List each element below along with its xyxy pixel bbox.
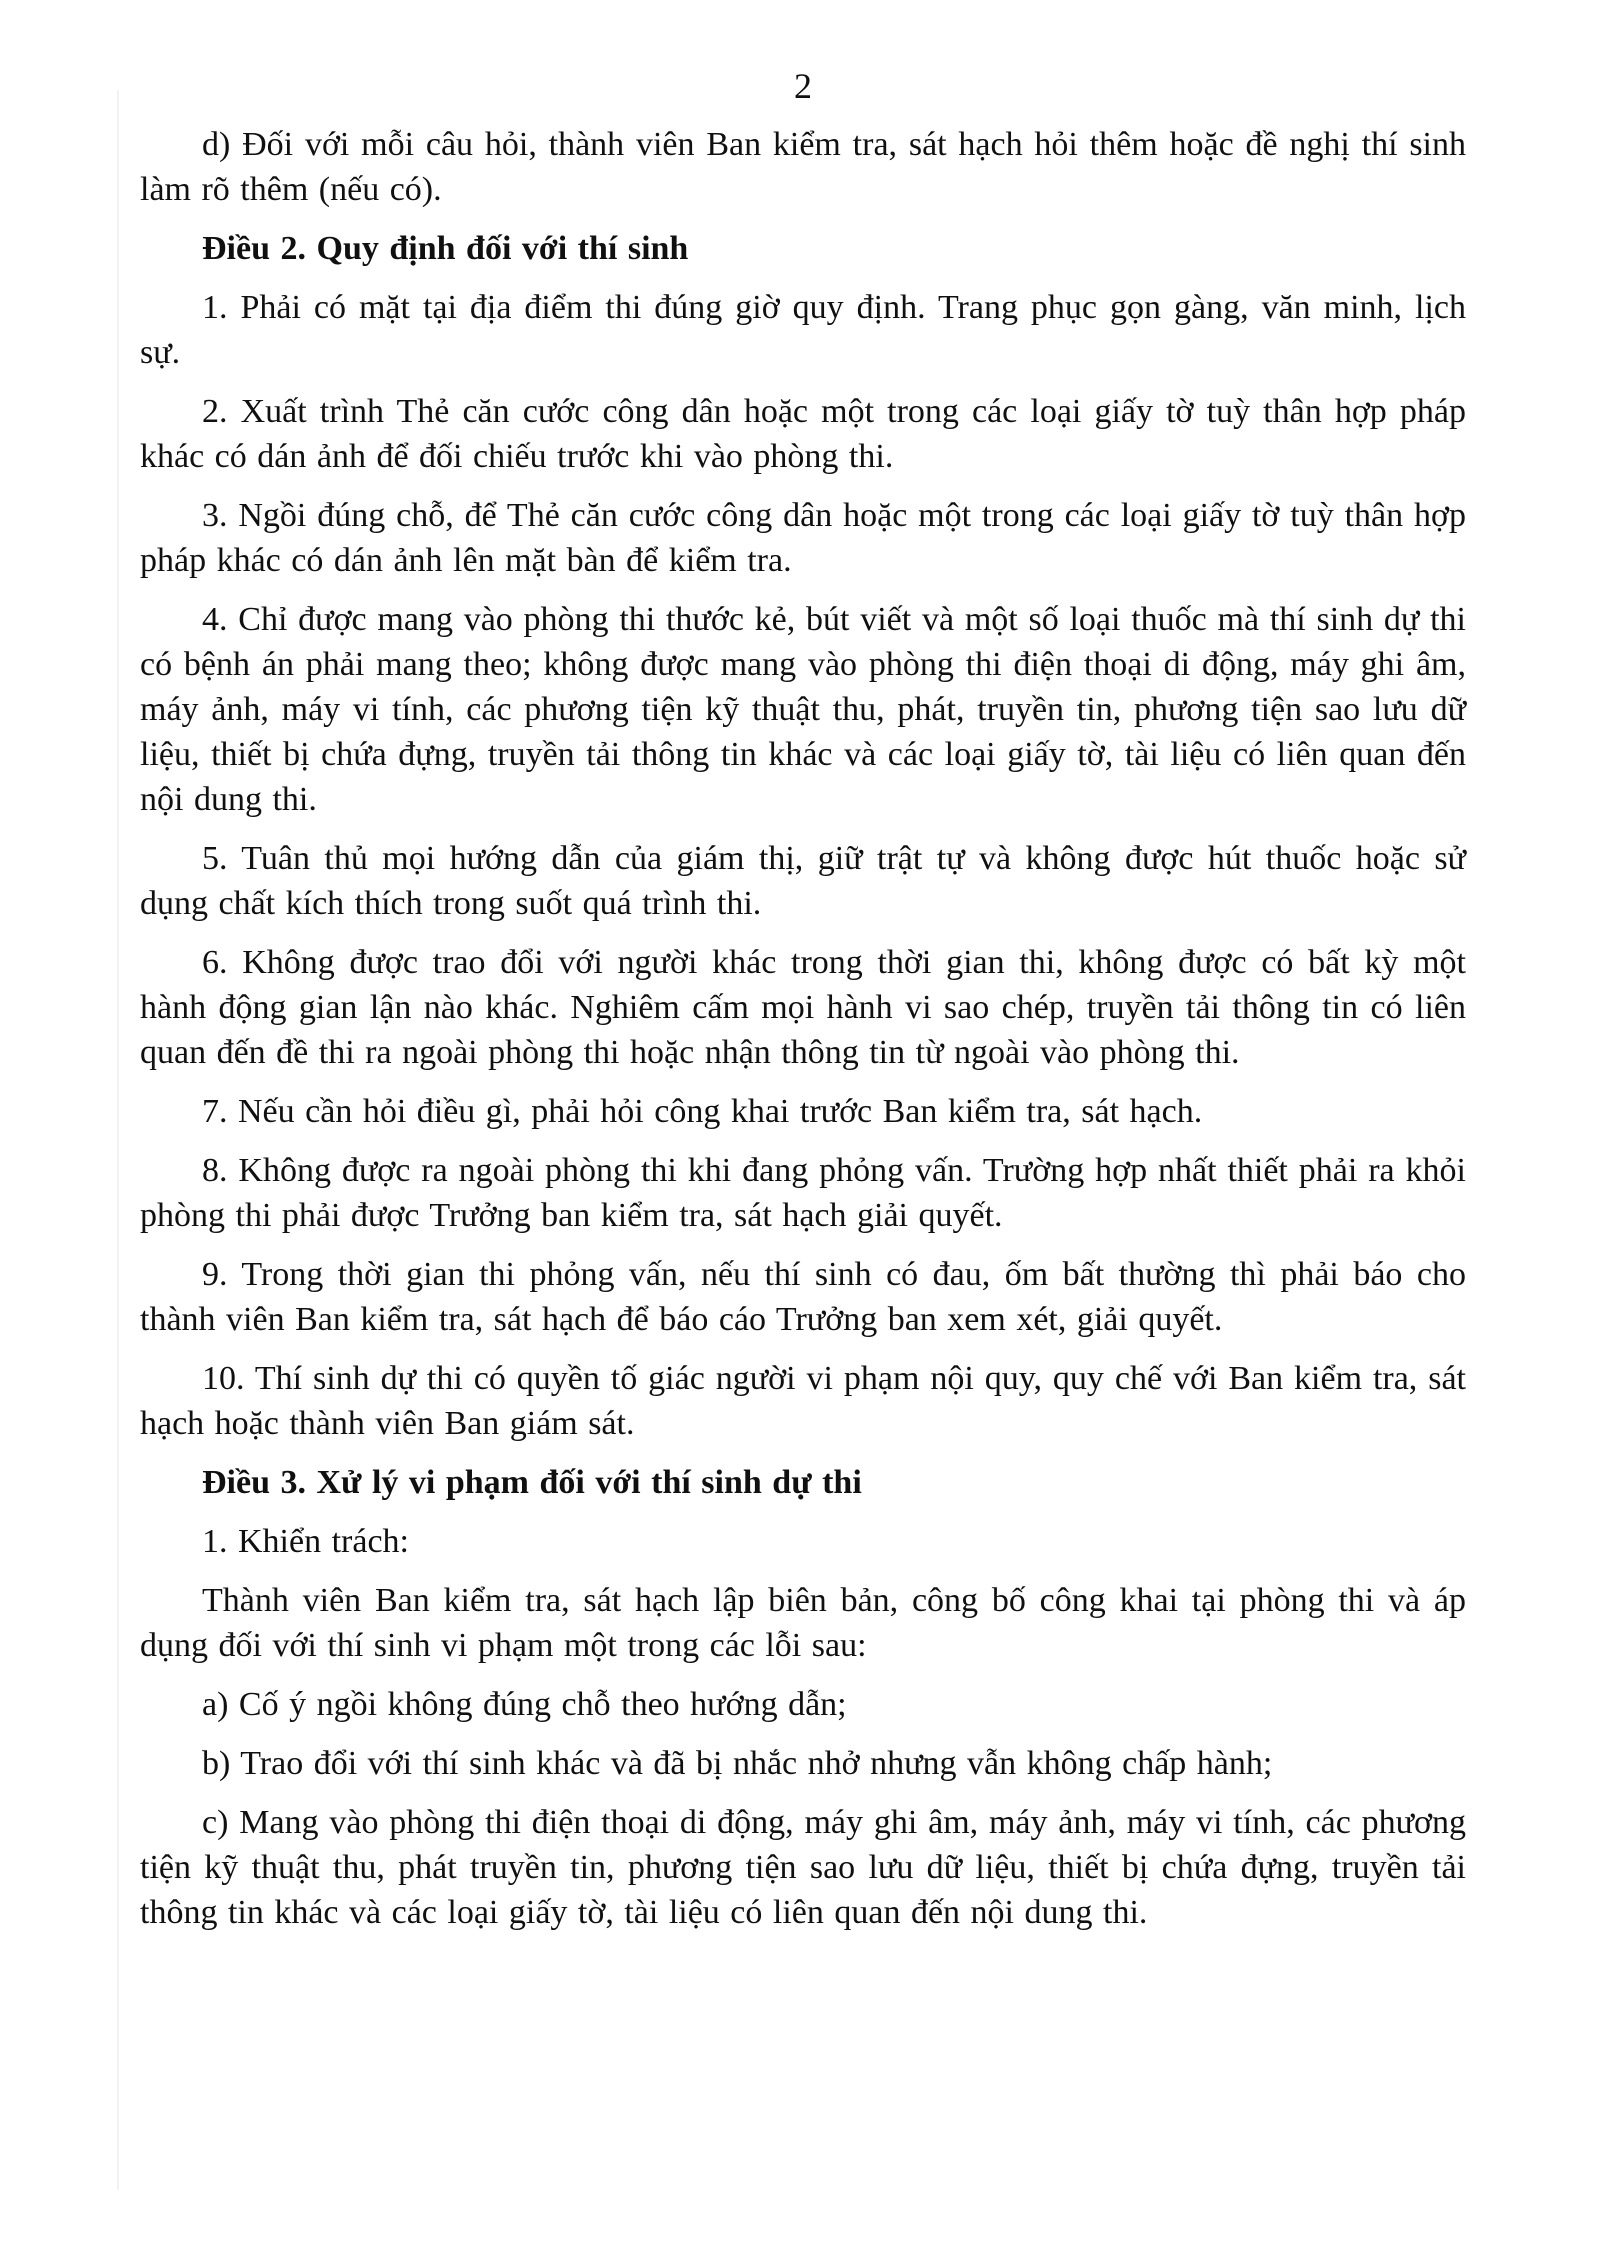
paragraph-item-10: 10. Thí sinh dự thi có quyền tố giác người vi phạm nội quy, quy chế với Ban kiểm tra, sát hạch hoặc thành viên Ban giám sát. bbox=[140, 1360, 1466, 1442]
paragraph-point-d: d) Đối với mỗi câu hỏi, thành viên Ban kiểm tra, sát hạch hỏi thêm hoặc đề nghị thí sinh làm rõ thêm (nếu có). bbox=[140, 126, 1466, 208]
paragraph-point-b: b) Trao đổi với thí sinh khác và đã bị nhắc nhở nhưng vẫn không chấp hành; bbox=[202, 1745, 1273, 1782]
paragraph-khien-trach-detail: Thành viên Ban kiểm tra, sát hạch lập biên bản, công bố công khai tại phòng thi và áp dụng đối với thí sinh vi phạm một trong các lỗi sau: bbox=[140, 1582, 1466, 1664]
paragraph-item-9: 9. Trong thời gian thi phỏng vấn, nếu thí sinh có đau, ốm bất thường thì phải báo cho thành viên Ban kiểm tra, sát hạch để báo cáo Trưởng ban xem xét, giải quyết. bbox=[140, 1256, 1466, 1338]
paragraph-item-8: 8. Không được ra ngoài phòng thi khi đang phỏng vấn. Trường hợp nhất thiết phải ra khỏi phòng thi phải được Trưởng ban kiểm tra, sát hạch giải quyết. bbox=[140, 1152, 1466, 1234]
paragraph-point-a: a) Cố ý ngồi không đúng chỗ theo hướng dẫn; bbox=[202, 1686, 847, 1723]
paragraph-item-4: 4. Chỉ được mang vào phòng thi thước kẻ, bút viết và một số loại thuốc mà thí sinh dự thi có bệnh án phải mang theo; không được mang vào phòng thi điện thoại di động, máy ghi âm, máy ảnh, máy vi tính, các phương tiện kỹ thuật thu, phát, truyền tin, phương tiện sao lưu dữ liệu, thiết bị chứa đựng, truyền tải thông tin khác và các loại giấy tờ, tài liệu có liên quan đến nội dung thi. bbox=[140, 601, 1466, 818]
paragraph-item-7: 7. Nếu cần hỏi điều gì, phải hỏi công khai trước Ban kiểm tra, sát hạch. bbox=[202, 1093, 1203, 1130]
scan-artifact-line bbox=[117, 90, 119, 2190]
paragraph-item-1: 1. Phải có mặt tại địa điểm thi đúng giờ quy định. Trang phục gọn gàng, văn minh, lịch sự. bbox=[140, 289, 1466, 371]
paragraph-item-5: 5. Tuân thủ mọi hướng dẫn của giám thị, giữ trật tự và không được hút thuốc hoặc sử dụng chất kích thích trong suốt quá trình thi. bbox=[140, 840, 1466, 922]
paragraph-item-3: 3. Ngồi đúng chỗ, để Thẻ căn cước công dân hoặc một trong các loại giấy tờ tuỳ thân hợp pháp khác có dán ảnh lên mặt bàn để kiểm tra. bbox=[140, 497, 1466, 579]
paragraph-point-c: c) Mang vào phòng thi điện thoại di động, máy ghi âm, máy ảnh, máy vi tính, các phương tiện kỹ thuật thu, phát truyền tin, phương tiện sao lưu dữ liệu, thiết bị chứa đựng, truyền tải thông tin khác và các loại giấy tờ, tài liệu có liên quan đến nội dung thi. bbox=[140, 1804, 1466, 1931]
heading-article-2: Điều 2. Quy định đối với thí sinh bbox=[202, 230, 689, 267]
heading-article-3: Điều 3. Xử lý vi phạm đối với thí sinh dự thi bbox=[202, 1464, 862, 1501]
document-body bbox=[140, 122, 1466, 1935]
paragraph-khien-trach: 1. Khiển trách: bbox=[202, 1523, 409, 1560]
paragraph-item-2: 2. Xuất trình Thẻ căn cước công dân hoặc một trong các loại giấy tờ tuỳ thân hợp pháp khác có dán ảnh để đối chiếu trước khi vào phòng thi. bbox=[140, 393, 1466, 475]
page-number: 2 bbox=[794, 66, 812, 106]
paragraph-item-6: 6. Không được trao đổi với người khác trong thời gian thi, không được có bất kỳ một hành động gian lận nào khác. Nghiêm cấm mọi hành vi sao chép, truyền tải thông tin có liên quan đến đề thi ra ngoài phòng thi hoặc nhận thông tin từ ngoài vào phòng thi. bbox=[140, 944, 1466, 1071]
